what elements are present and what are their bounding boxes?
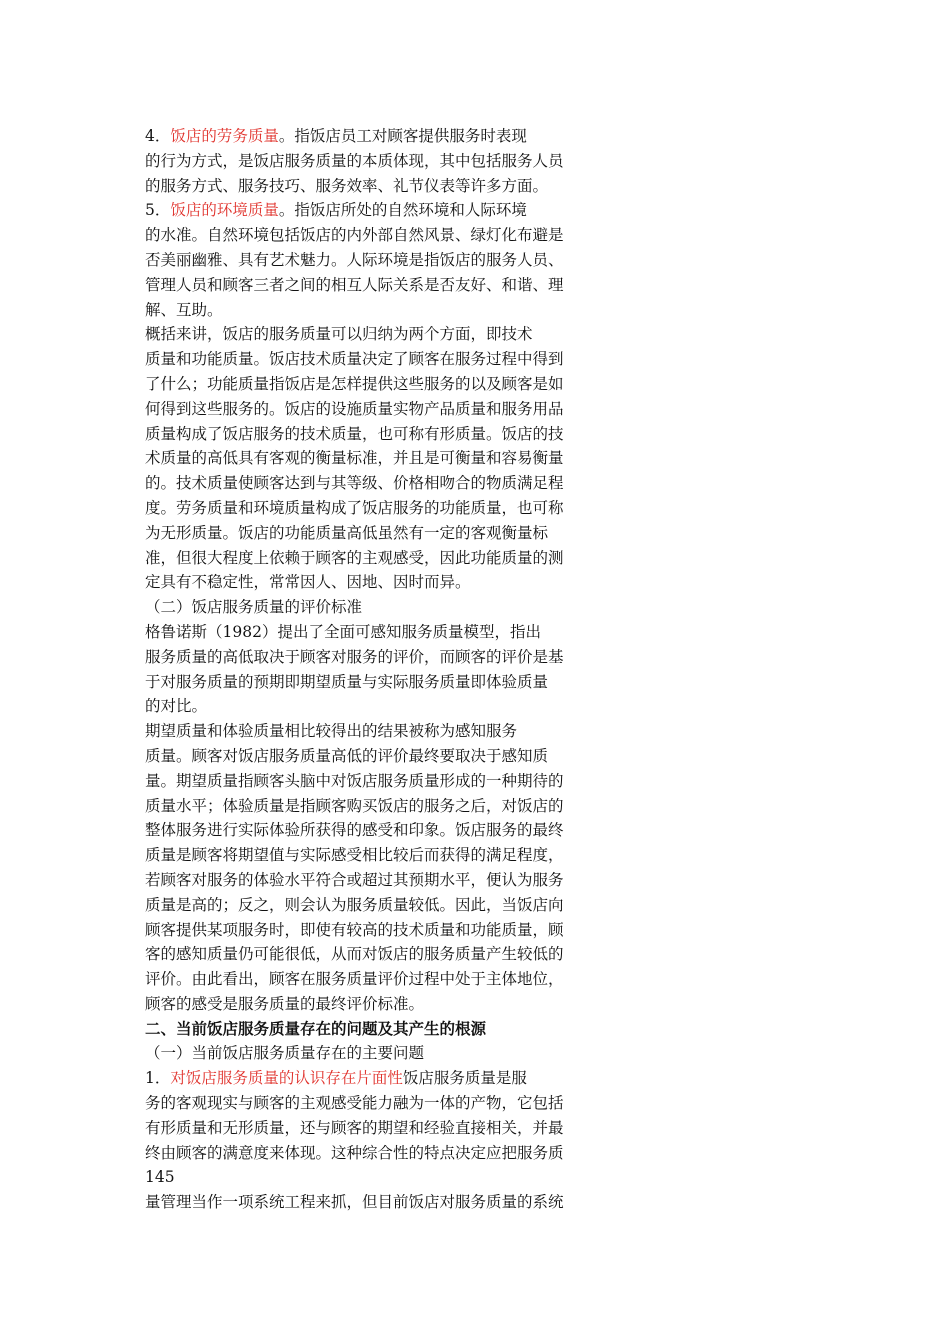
section-heading xyxy=(145,1017,605,1042)
text-line xyxy=(145,471,605,496)
line-text: 质量和功能质量。饭店技术质量决定了顾客在服务过程中得到 xyxy=(145,350,564,369)
line-text: 整体服务进行实际体验所获得的感受和印象。饭店服务的最终 xyxy=(145,821,564,840)
line-text: 的对比。 xyxy=(145,697,208,716)
line-text: 量。期望质量指顾客头脑中对饭店服务质量形成的一种期待的 xyxy=(145,771,564,790)
line-text: 定具有不稳定性，常常因人、因地、因时而异。 xyxy=(145,573,471,592)
line-text: 终由顾客的满意度来体现。这种综合性的特点决定应把服务质 xyxy=(145,1143,564,1162)
line-text: 质量是顾客将期望值与实际感受相比较后而获得的满足程度， xyxy=(145,846,564,865)
text-line xyxy=(145,372,605,397)
line-text: 145 xyxy=(145,1168,175,1187)
line-text: 的服务方式、服务技巧、服务效率、礼节仪表等许多方面。 xyxy=(145,176,549,195)
text-line xyxy=(145,645,605,670)
text-line xyxy=(145,1066,605,1091)
text-line xyxy=(145,298,605,323)
line-text: （二）饭店服务质量的评价标准 xyxy=(145,598,363,617)
text-line xyxy=(145,446,605,471)
line-text: 格鲁诺斯（1982）提出了全面可感知服务质量模型，指出 xyxy=(145,622,541,641)
text-line xyxy=(145,570,605,595)
text-line xyxy=(145,347,605,372)
line-text: 质量是高的；反之，则会认为服务质量较低。因此，当饭店向 xyxy=(145,895,564,914)
line-text: 顾客提供某项服务时，即使有较高的技术质量和功能质量，顾 xyxy=(145,920,564,939)
text-line xyxy=(145,521,605,546)
line-text: 解、互助。 xyxy=(145,300,223,319)
line-text: 了什么；功能质量指饭店是怎样提供这些服务的以及顾客是如 xyxy=(145,374,564,393)
highlighted-term: 饭店的环境质量 xyxy=(170,201,279,220)
line-text: 。指饭店员工对顾客提供服务时表现 xyxy=(278,127,527,145)
line-text: 度。劳务质量和环境质量构成了饭店服务的功能质量，也可称 xyxy=(145,498,564,517)
line-text: 管理人员和顾客三者之间的相互人际关系是否友好、和谐、理 xyxy=(145,275,564,294)
text-line xyxy=(145,843,605,868)
line-text: （一）当前饭店服务质量存在的主要问题 xyxy=(145,1044,425,1063)
line-text: 质量构成了饭店服务的技术质量，也可称有形质量。饭店的技 xyxy=(145,424,564,443)
line-text: 若顾客对服务的体验水平符合或超过其预期水平，便认为服务 xyxy=(145,870,564,889)
line-text: 概括来讲，饭店的服务质量可以归纳为两个方面，即技术 xyxy=(145,325,533,344)
line-text: 有形质量和无形质量，还与顾客的期望和经验直接相关，并最 xyxy=(145,1118,564,1137)
line-text: 二、当前饭店服务质量存在的问题及其产生的根源 xyxy=(145,1018,487,1038)
document-page xyxy=(145,124,605,1215)
text-line xyxy=(145,1141,605,1166)
text-line xyxy=(145,942,605,967)
item-number: 1． xyxy=(145,1069,171,1088)
text-line xyxy=(145,174,605,199)
text-line xyxy=(145,397,605,422)
line-text: 顾客的感受是服务质量的最终评价标准。 xyxy=(145,994,425,1013)
text-line xyxy=(145,769,605,794)
line-text: 何得到这些服务的。饭店的设施质量实物产品质量和服务用品 xyxy=(145,399,564,418)
text-line xyxy=(145,1190,605,1215)
text-line xyxy=(145,620,605,645)
item-number: 5． xyxy=(145,201,171,220)
text-line xyxy=(145,322,605,347)
text-line xyxy=(145,818,605,843)
text-line xyxy=(145,1091,605,1116)
text-line xyxy=(145,1165,605,1190)
text-line xyxy=(145,248,605,273)
text-line xyxy=(145,1041,605,1066)
text-line xyxy=(145,992,605,1017)
line-text: 准，但很大程度上依赖于顾客的主观感受，因此功能质量的测 xyxy=(145,548,564,567)
text-line xyxy=(145,868,605,893)
line-text: 为无形质量。饭店的功能质量高低虽然有一定的客观衡量标 xyxy=(145,523,549,542)
line-text: 量管理当作一项系统工程来抓，但目前饭店对服务质量的系统 xyxy=(145,1193,564,1212)
text-line xyxy=(145,124,605,149)
text-line xyxy=(145,422,605,447)
line-text: 于对服务质量的预期即期望质量与实际服务质量即体验质量 xyxy=(145,672,549,691)
text-line xyxy=(145,794,605,819)
text-line xyxy=(145,198,605,223)
line-text: 。指饭店所处的自然环境和人际环境 xyxy=(278,201,527,220)
highlighted-term: 对饭店服务质量的认识存在片面性 xyxy=(170,1069,403,1088)
text-line xyxy=(145,670,605,695)
text-line xyxy=(145,595,605,620)
text-line xyxy=(145,546,605,571)
text-line xyxy=(145,1116,605,1141)
text-line xyxy=(145,719,605,744)
text-line xyxy=(145,694,605,719)
line-text: 服务质量的高低取决于顾客对服务的评价，而顾客的评价是基 xyxy=(145,647,564,666)
text-line xyxy=(145,893,605,918)
line-text: 质量水平；体验质量是指顾客购买饭店的服务之后，对饭店的 xyxy=(145,796,564,815)
line-text: 饭店服务质量是服 xyxy=(402,1069,527,1088)
line-text: 否美丽幽雅、具有艺术魅力。人际环境是指饭店的服务人员、 xyxy=(145,250,564,269)
line-text: 的行为方式，是饭店服务质量的本质体现，其中包括服务人员 xyxy=(145,151,564,170)
item-number: 4． xyxy=(145,127,171,145)
line-text: 术质量的高低具有客观的衡量标准，并且是可衡量和容易衡量 xyxy=(145,449,564,468)
line-text: 评价。由此看出，顾客在服务质量评价过程中处于主体地位， xyxy=(145,970,564,989)
highlighted-term: 饭店的劳务质量 xyxy=(170,127,279,145)
line-text: 的水准。自然环境包括饭店的内外部自然风景、绿灯化布避是 xyxy=(145,226,564,245)
line-text: 质量。顾客对饭店服务质量高低的评价最终要取决于感知质 xyxy=(145,746,549,765)
line-text: 客的感知质量仍可能很低，从而对饭店的服务质量产生较低的 xyxy=(145,945,564,964)
text-line xyxy=(145,273,605,298)
text-line xyxy=(145,967,605,992)
text-line xyxy=(145,744,605,769)
text-line xyxy=(145,223,605,248)
text-line xyxy=(145,149,605,174)
text-line xyxy=(145,496,605,521)
line-text: 的。技术质量使顾客达到与其等级、价格相吻合的物质满足程 xyxy=(145,474,564,493)
text-line xyxy=(145,918,605,943)
line-text: 期望质量和体验质量相比较得出的结果被称为感知服务 xyxy=(145,722,518,741)
line-text: 务的客观现实与顾客的主观感受能力融为一体的产物，它包括 xyxy=(145,1094,564,1113)
